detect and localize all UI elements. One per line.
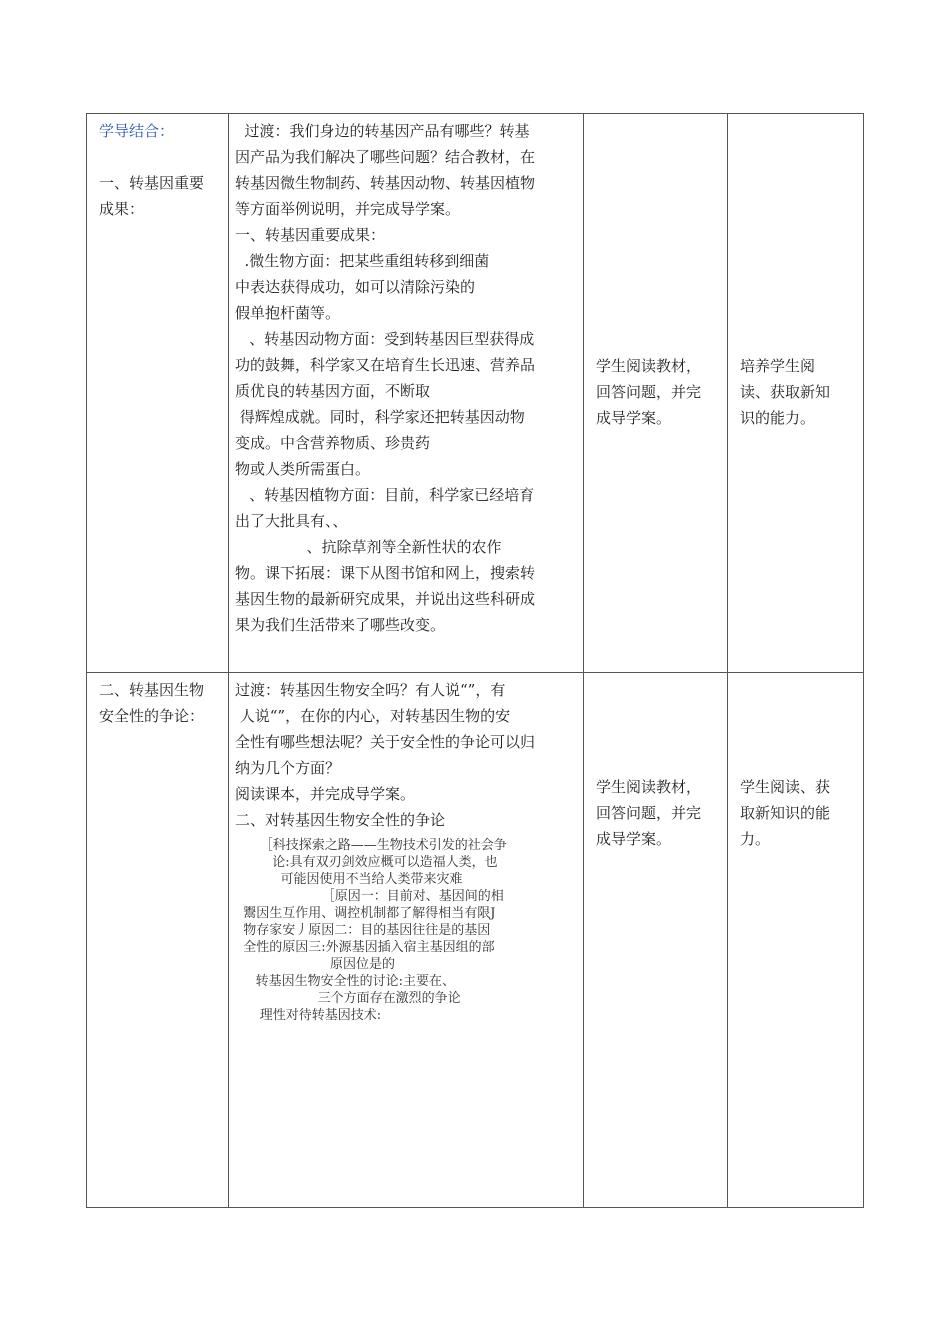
- intent-line: 识的能力。: [740, 409, 816, 427]
- content-line: 基因生物的最新研究成果，并说出这些科研成: [235, 590, 536, 608]
- lesson-plan-table: [86, 113, 864, 1208]
- concept-map-line: 物存家安丿原因二：目的基因往往是的基因: [235, 923, 491, 938]
- content-line: .微生物方面：把某些重组转移到细菌: [235, 252, 490, 270]
- content-line: 、抗除草剂等全新性状的农作: [235, 538, 502, 556]
- concept-map-line: ［科技探索之路——生物技术引发的社会争: [235, 838, 507, 853]
- section-title-line: 成果：: [99, 200, 145, 218]
- content-line: 物。课下拓展：课下从图书馆和网上，搜索转: [235, 564, 536, 582]
- content-line: 因产品为我们解决了哪些问题？结合教材，在: [235, 148, 536, 166]
- stage-cell: [87, 673, 229, 1208]
- content-line: 人说“”，在你的内心，对转基因生物的安: [235, 707, 511, 725]
- stage-cell: [87, 114, 229, 673]
- section-title-line: 一、转基因重要: [99, 174, 205, 192]
- content-line: 等方面举例说明，并完成导学案。: [235, 200, 461, 218]
- content-line: 功的鼓舞，科学家又在培育生长迅速、营养品: [235, 356, 536, 374]
- activity-line: 学生阅读教材，: [596, 778, 702, 796]
- design-intent-cell: [728, 673, 864, 1208]
- content-line: 假单抱杆菌等。: [235, 304, 341, 322]
- intent-line: 学生阅读、获: [740, 778, 831, 796]
- concept-map-line: ［原因一：目前对、基因间的相: [235, 889, 504, 904]
- activity-line: 回答问题，并完: [596, 383, 702, 401]
- student-activity-cell: [584, 673, 728, 1208]
- concept-map-line: 鬻因生互作用、调控机制都了解得相当有限J: [235, 906, 496, 921]
- table-row: [87, 114, 864, 673]
- intent-line: 读、获取新知: [740, 383, 831, 401]
- concept-map-line: 全性的原因三:外源基因插入宿主基因组的部: [235, 940, 495, 955]
- activity-line: 成导学案。: [596, 409, 672, 427]
- content-line: 、转基因动物方面：受到转基因巨型获得成: [235, 330, 535, 348]
- table-row: [87, 673, 864, 1208]
- concept-map-line: 可能因使用不当给人类带来灾难: [235, 872, 463, 887]
- content-line: 过渡：我们身边的转基因产品有哪些？转基: [235, 122, 530, 140]
- stage-heading: 学导结合：: [99, 122, 175, 140]
- content-line: 出了大批具有、、: [235, 512, 348, 530]
- student-activity-cell: [584, 114, 728, 673]
- content-line: 过渡：转基因生物安全吗？有人说“”，有: [235, 681, 506, 699]
- intent-line: 培养学生阅: [740, 357, 816, 375]
- intent-line: 力。: [740, 830, 771, 848]
- concept-map-line: 转基因生物安全性的讨论:主要在、: [235, 974, 456, 989]
- content-line: 得辉煌成就。同时，科学家还把转基因动物: [235, 408, 525, 426]
- content-line: 质优良的转基因方面，不断取: [235, 382, 431, 400]
- content-line: 转基因微生物制药、转基因动物、转基因植物: [235, 174, 536, 192]
- content-line: 一、转基因重要成果：: [235, 226, 386, 244]
- concept-map-line: 三个方面存在激烈的争论: [235, 991, 461, 1006]
- content-cell: [229, 673, 584, 1208]
- content-line: 、转基因植物方面：目前，科学家已经培育: [235, 486, 535, 504]
- content-line: 二、对转基因生物安全性的争论: [235, 811, 446, 829]
- section-title-line: 安全性的争论：: [99, 707, 205, 725]
- content-line: 变成。中含营养物质、珍贵药: [235, 434, 431, 452]
- intent-line: 取新知识的能: [740, 804, 831, 822]
- design-intent-cell: [728, 114, 864, 673]
- content-cell: [229, 114, 584, 673]
- content-line: 阅读课本，并完成导学案。: [235, 785, 416, 803]
- content-line: 物或人类所需蛋白。: [235, 460, 371, 478]
- content-line: 纳为几个方面？: [235, 759, 341, 777]
- concept-map-line: 论:具有双刃剑效应概可以造福人类，也: [235, 855, 498, 870]
- content-line: 果为我们生活带来了哪些改变。: [235, 616, 446, 634]
- concept-map-line: 理性对待转基因技术:: [235, 1008, 382, 1023]
- concept-map-line: 原因位是的: [235, 957, 396, 972]
- activity-line: 成导学案。: [596, 830, 672, 848]
- content-line: 全性有哪些想法呢？关于安全性的争论可以归: [235, 733, 536, 751]
- content-line: 中表达获得成功，如可以清除污染的: [235, 278, 476, 296]
- section-title-line: 二、转基因生物: [99, 681, 205, 699]
- activity-line: 回答问题，并完: [596, 804, 702, 822]
- activity-line: 学生阅读教材，: [596, 357, 702, 375]
